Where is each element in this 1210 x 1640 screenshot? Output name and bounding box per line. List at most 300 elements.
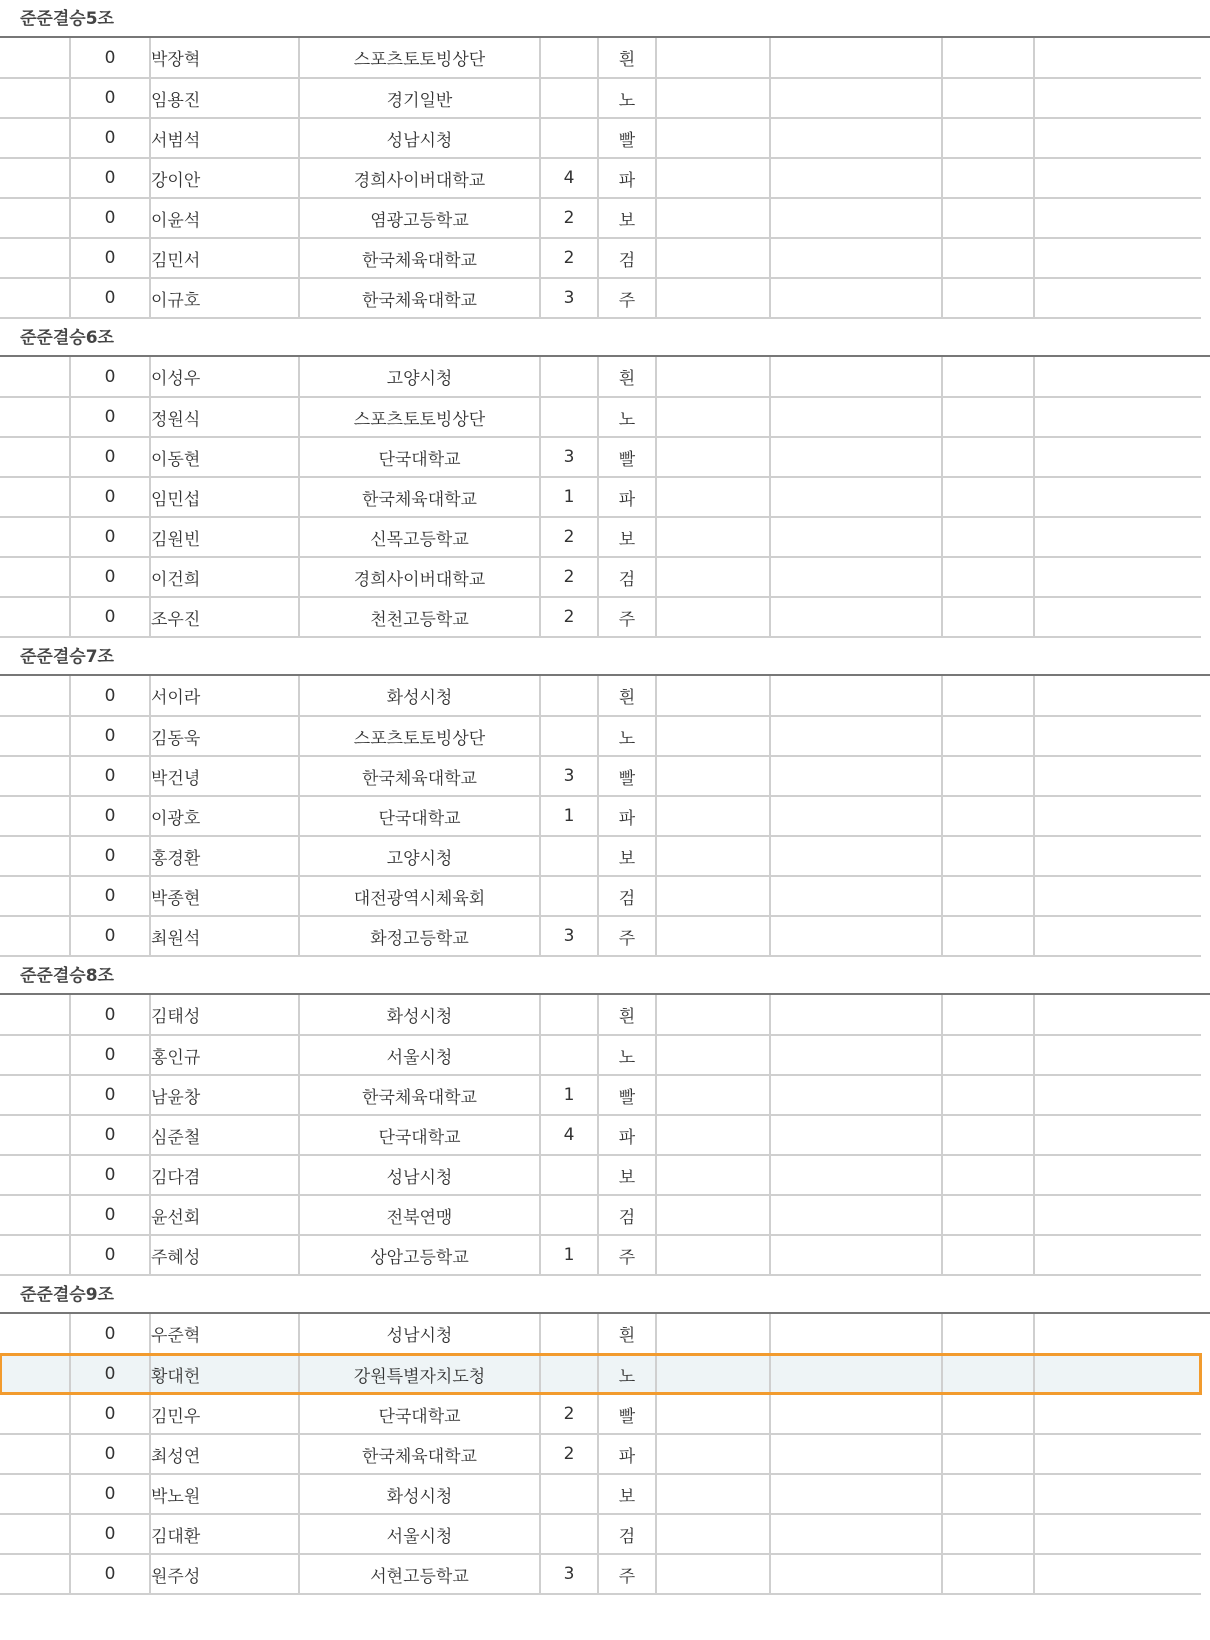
seed-cell: 3 <box>540 756 598 796</box>
athlete-name: 이성우 <box>150 357 299 397</box>
team-name: 단국대학교 <box>299 437 540 477</box>
note-cell <box>770 1235 942 1275</box>
extra-cell <box>1034 557 1201 597</box>
athlete-name: 박장혁 <box>150 38 299 78</box>
result-cell <box>942 756 1034 796</box>
seed-cell: 2 <box>540 557 598 597</box>
rank-cell: 0 <box>70 1394 150 1434</box>
table-row[interactable] <box>0 78 1201 118</box>
table-row[interactable] <box>0 1514 1201 1554</box>
note-cell <box>770 517 942 557</box>
table-row[interactable] <box>0 557 1201 597</box>
helmet-color: 흰 <box>598 357 656 397</box>
group-title: 준준결승7조 <box>0 638 1210 676</box>
extra-cell <box>1034 437 1201 477</box>
rank-cell: 0 <box>70 716 150 756</box>
table-row[interactable] <box>0 1474 1201 1514</box>
helmet-color: 흰 <box>598 676 656 716</box>
extra-cell <box>1034 477 1201 517</box>
note-cell <box>770 836 942 876</box>
table-row[interactable] <box>0 1554 1201 1594</box>
result-cell <box>942 1354 1034 1394</box>
seed-cell <box>540 995 598 1035</box>
note-cell <box>770 198 942 238</box>
helmet-color: 주 <box>598 278 656 318</box>
extra-cell <box>1034 1474 1201 1514</box>
helmet-color: 노 <box>598 397 656 437</box>
note-cell <box>770 238 942 278</box>
lane-cell <box>0 1075 70 1115</box>
rank-cell: 0 <box>70 1474 150 1514</box>
table-row[interactable] <box>0 238 1201 278</box>
table-row[interactable] <box>0 278 1201 318</box>
athlete-name: 정원식 <box>150 397 299 437</box>
team-name: 성남시청 <box>299 118 540 158</box>
athlete-name: 주혜성 <box>150 1235 299 1275</box>
athlete-name: 김동욱 <box>150 716 299 756</box>
seed-cell: 4 <box>540 158 598 198</box>
result-cell <box>942 397 1034 437</box>
result-cell <box>942 796 1034 836</box>
seed-cell: 2 <box>540 198 598 238</box>
rank-cell: 0 <box>70 1434 150 1474</box>
helmet-color: 빨 <box>598 1394 656 1434</box>
result-cell <box>942 1314 1034 1354</box>
table-row[interactable] <box>0 198 1201 238</box>
table-row[interactable] <box>0 1075 1201 1115</box>
record-cell <box>656 1314 770 1354</box>
team-name: 고양시청 <box>299 357 540 397</box>
helmet-color: 주 <box>598 1235 656 1275</box>
helmet-color: 검 <box>598 1514 656 1554</box>
lane-cell <box>0 1155 70 1195</box>
athlete-name: 강이안 <box>150 158 299 198</box>
rank-cell: 0 <box>70 1155 150 1195</box>
table-row[interactable] <box>0 1035 1201 1075</box>
heat-table <box>0 995 1201 1276</box>
team-name: 경기일반 <box>299 78 540 118</box>
record-cell <box>656 158 770 198</box>
note-cell <box>770 118 942 158</box>
result-cell <box>942 1035 1034 1075</box>
lane-cell <box>0 1554 70 1594</box>
record-cell <box>656 1075 770 1115</box>
athlete-name: 홍인규 <box>150 1035 299 1075</box>
extra-cell <box>1034 397 1201 437</box>
record-cell <box>656 477 770 517</box>
extra-cell <box>1034 1195 1201 1235</box>
lane-cell <box>0 1434 70 1474</box>
note-cell <box>770 158 942 198</box>
athlete-name: 원주성 <box>150 1554 299 1594</box>
lane-cell <box>0 278 70 318</box>
athlete-name: 박건녕 <box>150 756 299 796</box>
team-name: 성남시청 <box>299 1314 540 1354</box>
result-cell <box>942 517 1034 557</box>
table-row[interactable] <box>0 397 1201 437</box>
helmet-color: 빨 <box>598 756 656 796</box>
extra-cell <box>1034 836 1201 876</box>
seed-cell: 4 <box>540 1115 598 1155</box>
result-cell <box>942 238 1034 278</box>
heat-group <box>0 957 1210 1276</box>
table-row[interactable] <box>0 357 1201 397</box>
rank-cell: 0 <box>70 876 150 916</box>
rank-cell: 0 <box>70 1195 150 1235</box>
athlete-name: 황대헌 <box>150 1354 299 1394</box>
record-cell <box>656 716 770 756</box>
table-row[interactable] <box>0 916 1201 956</box>
lane-cell <box>0 1394 70 1434</box>
record-cell <box>656 916 770 956</box>
extra-cell <box>1034 1354 1201 1394</box>
note-cell <box>770 716 942 756</box>
team-name: 서울시청 <box>299 1514 540 1554</box>
athlete-name: 김대환 <box>150 1514 299 1554</box>
note-cell <box>770 278 942 318</box>
lane-cell <box>0 916 70 956</box>
helmet-color: 빨 <box>598 437 656 477</box>
rank-cell: 0 <box>70 597 150 637</box>
table-row[interactable] <box>0 477 1201 517</box>
helmet-color: 보 <box>598 517 656 557</box>
seed-cell: 3 <box>540 916 598 956</box>
extra-cell <box>1034 597 1201 637</box>
rank-cell: 0 <box>70 676 150 716</box>
extra-cell <box>1034 517 1201 557</box>
athlete-name: 박노원 <box>150 1474 299 1514</box>
table-row[interactable] <box>0 1115 1201 1155</box>
heat-group <box>0 0 1210 319</box>
lane-cell <box>0 836 70 876</box>
team-name: 한국체육대학교 <box>299 1434 540 1474</box>
table-row[interactable] <box>0 437 1201 477</box>
table-row[interactable] <box>0 158 1201 198</box>
team-name: 스포츠토토빙상단 <box>299 38 540 78</box>
result-cell <box>942 158 1034 198</box>
extra-cell <box>1034 676 1201 716</box>
seed-cell <box>540 1514 598 1554</box>
record-cell <box>656 676 770 716</box>
athlete-name: 이규호 <box>150 278 299 318</box>
athlete-name: 최성연 <box>150 1434 299 1474</box>
rank-cell: 0 <box>70 517 150 557</box>
note-cell <box>770 1075 942 1115</box>
rank-cell: 0 <box>70 756 150 796</box>
record-cell <box>656 995 770 1035</box>
helmet-color: 검 <box>598 1195 656 1235</box>
table-row[interactable] <box>0 1155 1201 1195</box>
record-cell <box>656 597 770 637</box>
lane-cell <box>0 78 70 118</box>
helmet-color: 빨 <box>598 1075 656 1115</box>
seed-cell: 2 <box>540 238 598 278</box>
team-name: 서현고등학교 <box>299 1554 540 1594</box>
lane-cell <box>0 1514 70 1554</box>
result-cell <box>942 1434 1034 1474</box>
rank-cell: 0 <box>70 1075 150 1115</box>
table-row[interactable] <box>0 1354 1201 1394</box>
extra-cell <box>1034 756 1201 796</box>
extra-cell <box>1034 1314 1201 1354</box>
rank-cell: 0 <box>70 437 150 477</box>
lane-cell <box>0 357 70 397</box>
rank-cell: 0 <box>70 158 150 198</box>
team-name: 경희사이버대학교 <box>299 158 540 198</box>
result-cell <box>942 676 1034 716</box>
note-cell <box>770 1474 942 1514</box>
athlete-name: 김다겸 <box>150 1155 299 1195</box>
lane-cell <box>0 1474 70 1514</box>
note-cell <box>770 1554 942 1594</box>
rank-cell: 0 <box>70 1235 150 1275</box>
result-cell <box>942 278 1034 318</box>
rank-cell: 0 <box>70 557 150 597</box>
rank-cell: 0 <box>70 118 150 158</box>
extra-cell <box>1034 158 1201 198</box>
note-cell <box>770 557 942 597</box>
note-cell <box>770 597 942 637</box>
lane-cell <box>0 238 70 278</box>
result-cell <box>942 916 1034 956</box>
note-cell <box>770 1314 942 1354</box>
table-row[interactable] <box>0 756 1201 796</box>
lane-cell <box>0 756 70 796</box>
seed-cell <box>540 38 598 78</box>
seed-cell: 3 <box>540 437 598 477</box>
team-name: 천천고등학교 <box>299 597 540 637</box>
record-cell <box>656 1394 770 1434</box>
table-row[interactable] <box>0 517 1201 557</box>
helmet-color: 노 <box>598 1354 656 1394</box>
rank-cell: 0 <box>70 836 150 876</box>
athlete-name: 홍경환 <box>150 836 299 876</box>
athlete-name: 이건희 <box>150 557 299 597</box>
record-cell <box>656 796 770 836</box>
athlete-name: 이광호 <box>150 796 299 836</box>
extra-cell <box>1034 198 1201 238</box>
athlete-name: 조우진 <box>150 597 299 637</box>
extra-cell <box>1034 716 1201 756</box>
result-cell <box>942 1514 1034 1554</box>
note-cell <box>770 796 942 836</box>
table-row[interactable] <box>0 995 1201 1035</box>
rank-cell: 0 <box>70 995 150 1035</box>
seed-cell <box>540 357 598 397</box>
team-name: 한국체육대학교 <box>299 1075 540 1115</box>
rank-cell: 0 <box>70 198 150 238</box>
lane-cell <box>0 876 70 916</box>
table-row[interactable] <box>0 676 1201 716</box>
seed-cell: 1 <box>540 477 598 517</box>
table-row[interactable] <box>0 716 1201 756</box>
result-cell <box>942 1554 1034 1594</box>
extra-cell <box>1034 118 1201 158</box>
record-cell <box>656 1554 770 1594</box>
helmet-color: 노 <box>598 78 656 118</box>
extra-cell <box>1034 1035 1201 1075</box>
lane-cell <box>0 1314 70 1354</box>
rank-cell: 0 <box>70 1354 150 1394</box>
extra-cell <box>1034 1394 1201 1434</box>
table-row[interactable] <box>0 38 1201 78</box>
lane-cell <box>0 796 70 836</box>
note-cell <box>770 995 942 1035</box>
lane-cell <box>0 38 70 78</box>
athlete-name: 서범석 <box>150 118 299 158</box>
athlete-name: 우준혁 <box>150 1314 299 1354</box>
lane-cell <box>0 437 70 477</box>
rank-cell: 0 <box>70 796 150 836</box>
record-cell <box>656 1035 770 1075</box>
result-cell <box>942 1474 1034 1514</box>
athlete-name: 임민섭 <box>150 477 299 517</box>
helmet-color: 검 <box>598 557 656 597</box>
record-cell <box>656 357 770 397</box>
group-title: 준준결승5조 <box>0 0 1210 38</box>
table-row[interactable] <box>0 876 1201 916</box>
seed-cell: 2 <box>540 517 598 557</box>
helmet-color: 파 <box>598 1115 656 1155</box>
rank-cell: 0 <box>70 357 150 397</box>
rank-cell: 0 <box>70 1035 150 1075</box>
heat-table <box>0 676 1201 957</box>
seed-cell: 1 <box>540 1075 598 1115</box>
team-name: 한국체육대학교 <box>299 756 540 796</box>
record-cell <box>656 876 770 916</box>
note-cell <box>770 1434 942 1474</box>
seed-cell: 2 <box>540 1434 598 1474</box>
record-cell <box>656 1474 770 1514</box>
result-cell <box>942 876 1034 916</box>
team-name: 스포츠토토빙상단 <box>299 397 540 437</box>
helmet-color: 파 <box>598 1434 656 1474</box>
seed-cell: 3 <box>540 1554 598 1594</box>
helmet-color: 보 <box>598 836 656 876</box>
heat-table <box>0 1314 1201 1595</box>
record-cell <box>656 1434 770 1474</box>
table-row[interactable] <box>0 1394 1201 1434</box>
seed-cell <box>540 397 598 437</box>
note-cell <box>770 1354 942 1394</box>
note-cell <box>770 756 942 796</box>
result-cell <box>942 836 1034 876</box>
helmet-color: 파 <box>598 158 656 198</box>
helmet-color: 흰 <box>598 38 656 78</box>
extra-cell <box>1034 1115 1201 1155</box>
helmet-color: 검 <box>598 876 656 916</box>
table-row[interactable] <box>0 1314 1201 1354</box>
helmet-color: 흰 <box>598 995 656 1035</box>
team-name: 화성시청 <box>299 676 540 716</box>
result-cell <box>942 357 1034 397</box>
table-row[interactable] <box>0 796 1201 836</box>
extra-cell <box>1034 995 1201 1035</box>
lane-cell <box>0 995 70 1035</box>
record-cell <box>656 437 770 477</box>
extra-cell <box>1034 1155 1201 1195</box>
record-cell <box>656 198 770 238</box>
lane-cell <box>0 477 70 517</box>
table-row[interactable] <box>0 1195 1201 1235</box>
record-cell <box>656 557 770 597</box>
team-name: 염광고등학교 <box>299 198 540 238</box>
athlete-name: 김민우 <box>150 1394 299 1434</box>
result-cell <box>942 118 1034 158</box>
table-row[interactable] <box>0 1235 1201 1275</box>
record-cell <box>656 1354 770 1394</box>
result-cell <box>942 437 1034 477</box>
seed-cell <box>540 1314 598 1354</box>
heat-table <box>0 357 1201 638</box>
result-cell <box>942 716 1034 756</box>
team-name: 상암고등학교 <box>299 1235 540 1275</box>
athlete-name: 이윤석 <box>150 198 299 238</box>
note-cell <box>770 397 942 437</box>
extra-cell <box>1034 38 1201 78</box>
table-row[interactable] <box>0 597 1201 637</box>
extra-cell <box>1034 916 1201 956</box>
lane-cell <box>0 676 70 716</box>
group-title: 준준결승8조 <box>0 957 1210 995</box>
team-name: 단국대학교 <box>299 1394 540 1434</box>
seed-cell: 2 <box>540 597 598 637</box>
seed-cell <box>540 1195 598 1235</box>
note-cell <box>770 1394 942 1434</box>
extra-cell <box>1034 238 1201 278</box>
lane-cell <box>0 1235 70 1275</box>
lane-cell <box>0 716 70 756</box>
helmet-color: 주 <box>598 597 656 637</box>
heat-group <box>0 319 1210 638</box>
record-cell <box>656 756 770 796</box>
team-name: 성남시청 <box>299 1155 540 1195</box>
table-row[interactable] <box>0 118 1201 158</box>
team-name: 경희사이버대학교 <box>299 557 540 597</box>
lane-cell <box>0 118 70 158</box>
helmet-color: 파 <box>598 477 656 517</box>
seed-cell <box>540 716 598 756</box>
extra-cell <box>1034 1554 1201 1594</box>
result-cell <box>942 557 1034 597</box>
rank-cell: 0 <box>70 1514 150 1554</box>
table-row[interactable] <box>0 1434 1201 1474</box>
result-cell <box>942 477 1034 517</box>
record-cell <box>656 278 770 318</box>
rank-cell: 0 <box>70 238 150 278</box>
helmet-color: 흰 <box>598 1314 656 1354</box>
helmet-color: 주 <box>598 916 656 956</box>
team-name: 강원특별자치도청 <box>299 1354 540 1394</box>
extra-cell <box>1034 1075 1201 1115</box>
extra-cell <box>1034 876 1201 916</box>
heat-group <box>0 638 1210 957</box>
result-cell <box>942 1115 1034 1155</box>
helmet-color: 보 <box>598 198 656 238</box>
lane-cell <box>0 198 70 238</box>
lane-cell <box>0 517 70 557</box>
group-title: 준준결승9조 <box>0 1276 1210 1314</box>
helmet-color: 주 <box>598 1554 656 1594</box>
seed-cell <box>540 1035 598 1075</box>
note-cell <box>770 357 942 397</box>
athlete-name: 박종현 <box>150 876 299 916</box>
extra-cell <box>1034 78 1201 118</box>
note-cell <box>770 78 942 118</box>
record-cell <box>656 397 770 437</box>
table-row[interactable] <box>0 836 1201 876</box>
athlete-name: 김태성 <box>150 995 299 1035</box>
